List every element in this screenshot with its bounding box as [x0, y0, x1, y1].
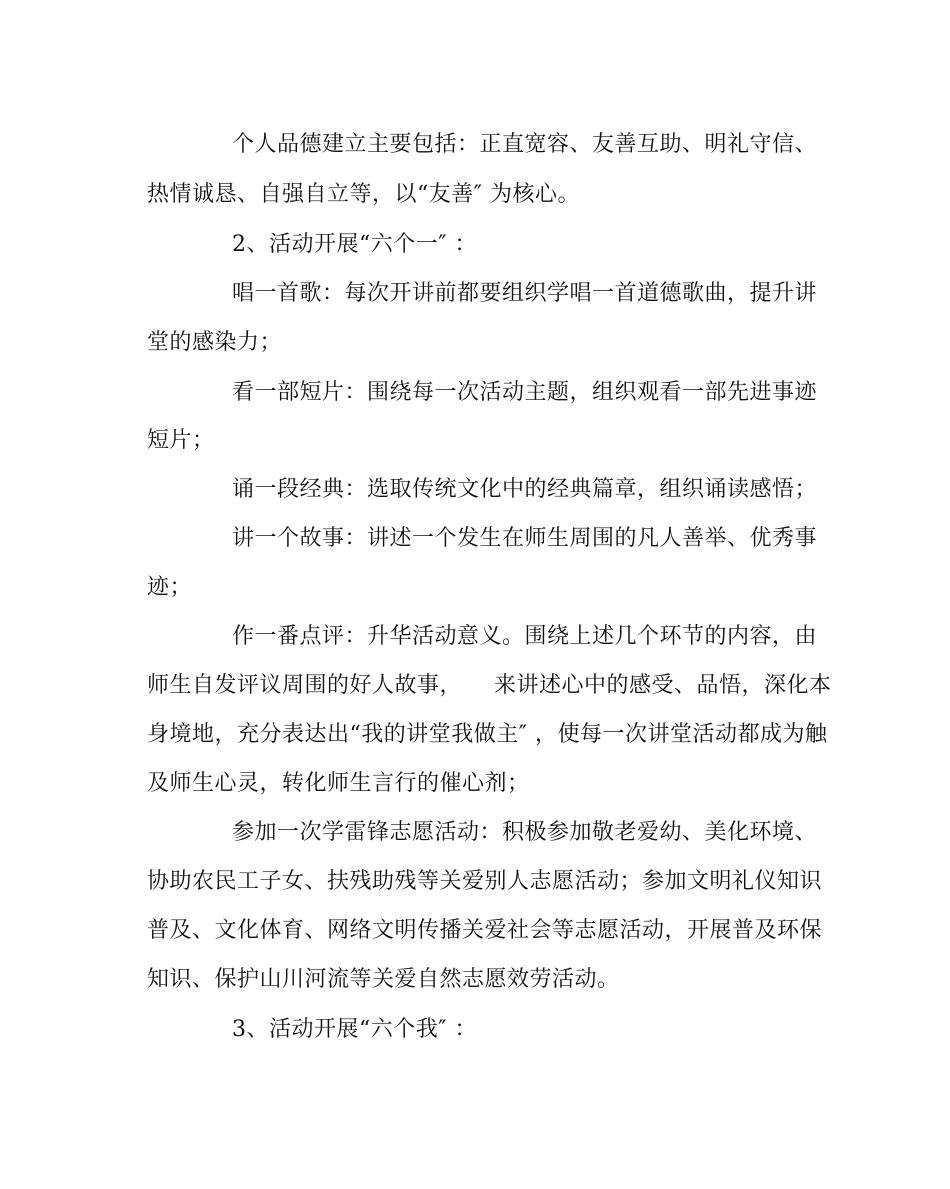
paragraph-line: 讲一个故事：讲述一个发生在师生周围的凡人善举、优秀事 [232, 526, 818, 551]
section-heading: 2、活动开展“六个一″ ： [232, 232, 477, 257]
paragraph-line: 热情诚恳、自强自立等，以“友善″ 为核心。 [147, 182, 580, 207]
paragraph-line: 身境地，充分表达出“我的讲堂我做主″ ，使每一次讲堂活动都成为触 [147, 722, 828, 747]
paragraph-line: 个人品德建立主要包括：正直宽容、友善互助、明礼守信、 [232, 132, 818, 157]
paragraph-line: 协助农民工子女、扶残助残等关爱别人志愿活动；参加文明礼仪知识 [147, 869, 823, 894]
paragraph-line: 参加一次学雷锋志愿活动：积极参加敬老爱幼、美化环境、 [232, 820, 818, 845]
section-heading: 3、活动开展“六个我″ ： [232, 1017, 477, 1042]
paragraph-line: 知识、保护山川河流等关爱自然志愿效劳活动。 [147, 967, 620, 992]
paragraph-line [147, 671, 832, 701]
paragraph-line: 诵一段经典：选取传统文化中的经典篇章，组织诵读感悟； [232, 477, 818, 502]
paragraph-line: 迹； [147, 575, 193, 600]
paragraph-line-part: 师生自发评议周围的好人故事， [147, 673, 463, 698]
paragraph-line: 短片； [147, 428, 215, 453]
paragraph-line: 唱一首歌：每次开讲前都要组织学唱一首道德歌曲，提升讲 [232, 281, 818, 306]
paragraph-line: 看一部短片：围绕每一次活动主题，组织观看一部先进事迹 [232, 380, 818, 405]
paragraph-line: 作一番点评：升华活动意义。围绕上述几个环节的内容，由 [232, 624, 818, 649]
paragraph-line: 及师生心灵，转化师生言行的催心剂； [147, 771, 530, 796]
paragraph-line: 堂的感染力； [147, 330, 283, 355]
paragraph-line-part: 来讲述心中的感受、品悟，深化本 [494, 673, 832, 698]
paragraph-line: 普及、文化体育、网络文明传播关爱社会等志愿活动，开展普及环保 [147, 918, 823, 943]
